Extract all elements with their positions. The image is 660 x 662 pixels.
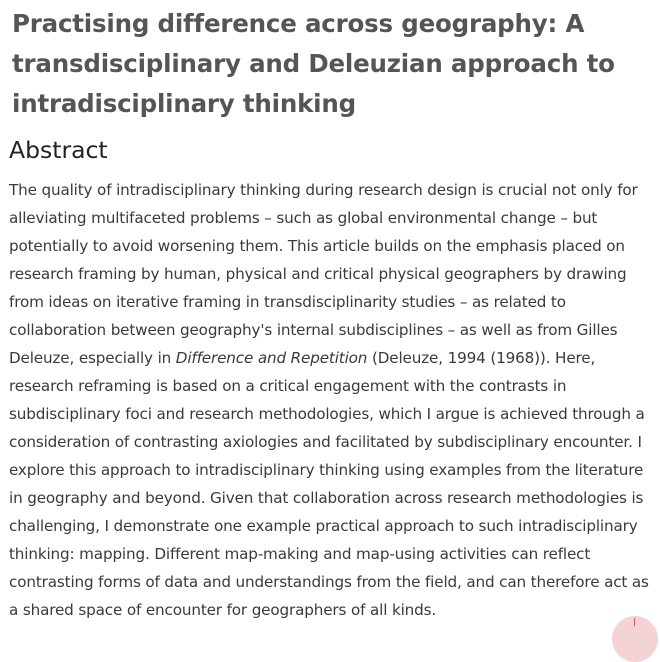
badge-marker-icon	[634, 618, 635, 626]
floating-action-button[interactable]	[612, 616, 658, 662]
abstract-text	[9, 176, 651, 624]
cited-book-title: Difference and Repetition	[175, 349, 368, 367]
abstract-heading: Abstract	[9, 136, 108, 164]
abstract-text-part1: The quality of intradisciplinary thinking during research design is crucial not only for alleviating multifaceted problems – such as global environmental change – but potentially to avoid worsening them. This article builds on the emphasis placed on research framing by human, physical and critical physical geographers by drawing from ideas on iterative framing in transdisciplinarity studies – as related to collaboration between geography's internal subdisciplines – as well as from Gilles Deleuze, especially in	[9, 181, 638, 367]
article-title: Practising difference across geography: A transdisciplinary and Deleuzian approach to intradisciplinary thinking	[12, 9, 615, 118]
abstract-text-part2: (Deleuze, 1994 (1968)). Here, research reframing is based on a critical engagement with the contrasts in subdisciplinary foci and research methodologies, which I argue is achieved through a consideration of contrasting axiologies and facilitated by subdisciplinary encounter. I explore this approach to intradisciplinary thinking using examples from the literature in geography and beyond. Given that collaboration across research methodologies is challenging, I demonstrate one example practical approach to such intradisciplinary thinking: mapping. Different map-making and map-using activities can reflect contrasting forms of data and understandings from the field, and can therefore act as a shared space of encounter for geographers of all kinds.	[9, 349, 649, 619]
